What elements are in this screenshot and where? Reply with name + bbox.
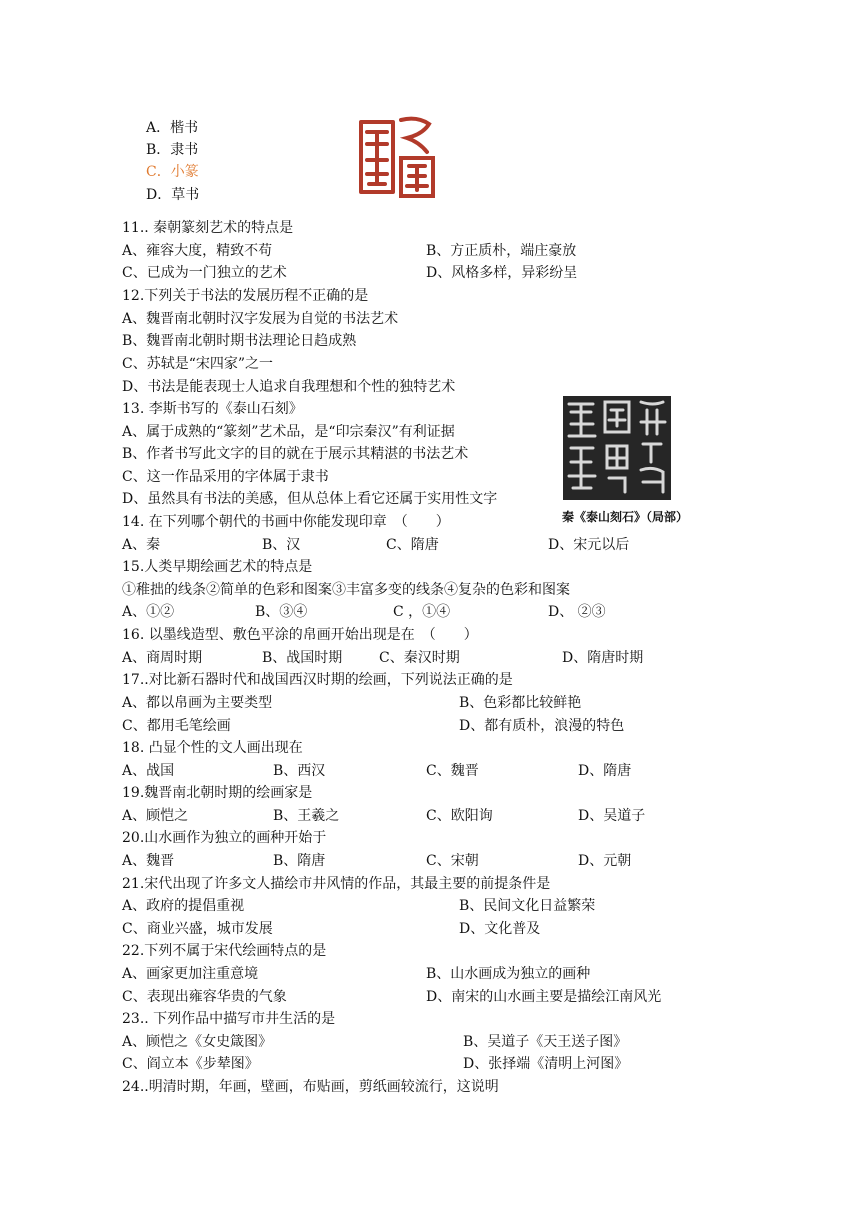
- q12-stem: 12.下列关于书法的发展历程不正确的是: [122, 288, 369, 304]
- q17-stem: 17..对比新石器时代和战国西汉时期的绘画，下列说法正确的是: [122, 672, 513, 688]
- q21-option-a: A、政府的提倡重视: [122, 898, 245, 914]
- q20-option-a: A、魏晋: [122, 853, 175, 869]
- black-stele-rubbing-image: [563, 396, 671, 500]
- q12-option-d: D、书法是能表现士人追求自我理想和个性的独特艺术: [122, 379, 456, 395]
- q14-option-a: A、秦: [122, 537, 161, 553]
- q19-option-d: D、吴道子: [578, 808, 646, 824]
- q16-option-a: A、商周时期: [122, 650, 203, 666]
- q16-option-b: B、战国时期: [262, 650, 343, 666]
- q18-option-d: D、隋唐: [578, 763, 632, 779]
- q14-option-b: B、汉: [262, 537, 301, 553]
- q11-option-d: D、风格多样，异彩纷呈: [426, 265, 578, 281]
- q21-option-d: D、文化普及: [459, 921, 541, 937]
- q12-option-c: C、苏轼是“宋四家”之一: [122, 356, 274, 372]
- stele-image-caption: 秦《泰山刻石》（局部）: [562, 510, 689, 524]
- q11-option-a: A、雍容大度，精致不苟: [122, 243, 273, 259]
- q10-option-b: B．隶书: [146, 142, 199, 158]
- q13-option-b: B、作者书写此文字的目的就在于展示其精湛的书法艺术: [122, 446, 469, 462]
- red-seal-stamp-image: [357, 112, 437, 202]
- q11-option-b: B、方正质朴，端庄豪放: [426, 243, 577, 259]
- q13-option-a: A、属于成熟的“篆刻”艺术品，是“印宗秦汉”有利证据: [122, 424, 455, 440]
- q20-option-c: C、宋朝: [426, 853, 479, 869]
- q23-stem: 23.. 下列作品中描写市井生活的是: [122, 1011, 336, 1027]
- q15-option-b: B、③④: [255, 604, 308, 620]
- q13-option-d: D、虽然具有书法的美感，但从总体上看它还属于实用性文字: [122, 491, 498, 507]
- q21-stem: 21.宋代出现了许多文人描绘市井风情的作品，其最主要的前提条件是: [122, 876, 551, 892]
- q16-option-c: C、秦汉时期: [379, 650, 460, 666]
- q21-option-c: C、商业兴盛，城市发展: [122, 921, 273, 937]
- q14-stem: 14. 在下列哪个朝代的书画中你能发现印章 （ ）: [122, 514, 450, 530]
- q20-option-b: B、隋唐: [273, 853, 326, 869]
- q15-stem: 15.人类早期绘画艺术的特点是: [122, 559, 313, 575]
- q16-stem: 16. 以墨线造型、敷色平涂的帛画开始出现是在 （ ）: [122, 627, 478, 643]
- q15-statements: ①稚拙的线条②简单的色彩和图案③丰富多变的线条④复杂的色彩和图案: [122, 582, 570, 598]
- q22-option-c: C、表现出雍容华贵的气象: [122, 989, 287, 1005]
- q22-stem: 22.下列不属于宋代绘画特点的是: [122, 943, 327, 959]
- q10-option-c-answer: C．小篆: [146, 164, 199, 180]
- q17-option-c: C、都用毛笔绘画: [122, 718, 231, 734]
- q10-option-a: A．楷书: [146, 120, 199, 136]
- q19-option-b: B、王羲之: [273, 808, 340, 824]
- q19-option-a: A、顾恺之: [122, 808, 189, 824]
- q20-stem: 20.山水画作为独立的画种开始于: [122, 830, 327, 846]
- q17-option-d: D、都有质朴，浪漫的特色: [459, 718, 625, 734]
- q12-option-a: A、魏晋南北朝时汉字发展为自觉的书法艺术: [122, 311, 399, 327]
- q14-option-d: D、宋元以后: [548, 537, 630, 553]
- q19-option-c: C、欧阳询: [426, 808, 493, 824]
- q20-option-d: D、元朝: [578, 853, 632, 869]
- q18-option-c: C、魏晋: [426, 763, 479, 779]
- q17-option-b: B、色彩都比较鲜艳: [459, 695, 582, 711]
- q15-option-a: A、①②: [122, 604, 175, 620]
- q19-stem: 19.魏晋南北朝时期的绘画家是: [122, 785, 313, 801]
- q12-option-b: B、魏晋南北朝时期书法理论日趋成熟: [122, 333, 357, 349]
- q11-stem: 11.. 秦朝篆刻艺术的特点是: [122, 220, 294, 236]
- q22-option-a: A、画家更加注重意境: [122, 966, 259, 982]
- q18-option-a: A、战国: [122, 763, 175, 779]
- q23-option-d: D、张择端《清明上河图》: [463, 1056, 629, 1072]
- q10-option-d: D．草书: [146, 187, 200, 203]
- q23-option-b: B、吴道子《天王送子图》: [463, 1034, 628, 1050]
- q18-stem: 18. 凸显个性的文人画出现在: [122, 740, 303, 756]
- q11-option-c: C、已成为一门独立的艺术: [122, 265, 287, 281]
- q13-option-c: C、这一作品采用的字体属于隶书: [122, 469, 329, 485]
- q21-option-b: B、民间文化日益繁荣: [459, 898, 596, 914]
- q22-option-d: D、南宋的山水画主要是描绘江南风光: [426, 989, 662, 1005]
- q14-option-c: C、隋唐: [386, 537, 439, 553]
- q17-option-a: A、都以帛画为主要类型: [122, 695, 273, 711]
- q13-stem: 13. 李斯书写的《泰山石刻》: [122, 401, 303, 417]
- q23-option-a: A、顾恺之《女史箴图》: [122, 1034, 273, 1050]
- q22-option-b: B、山水画成为独立的画种: [426, 966, 591, 982]
- q23-option-c: C、阎立本《步辇图》: [122, 1056, 259, 1072]
- q15-option-d: D、 ②③: [548, 604, 606, 620]
- q24-stem: 24..明清时期，年画，壁画，布贴画，剪纸画较流行，这说明: [122, 1079, 499, 1095]
- q18-option-b: B、西汉: [273, 763, 326, 779]
- q15-option-c: C ，①④: [393, 604, 451, 620]
- q16-option-d: D、隋唐时期: [562, 650, 644, 666]
